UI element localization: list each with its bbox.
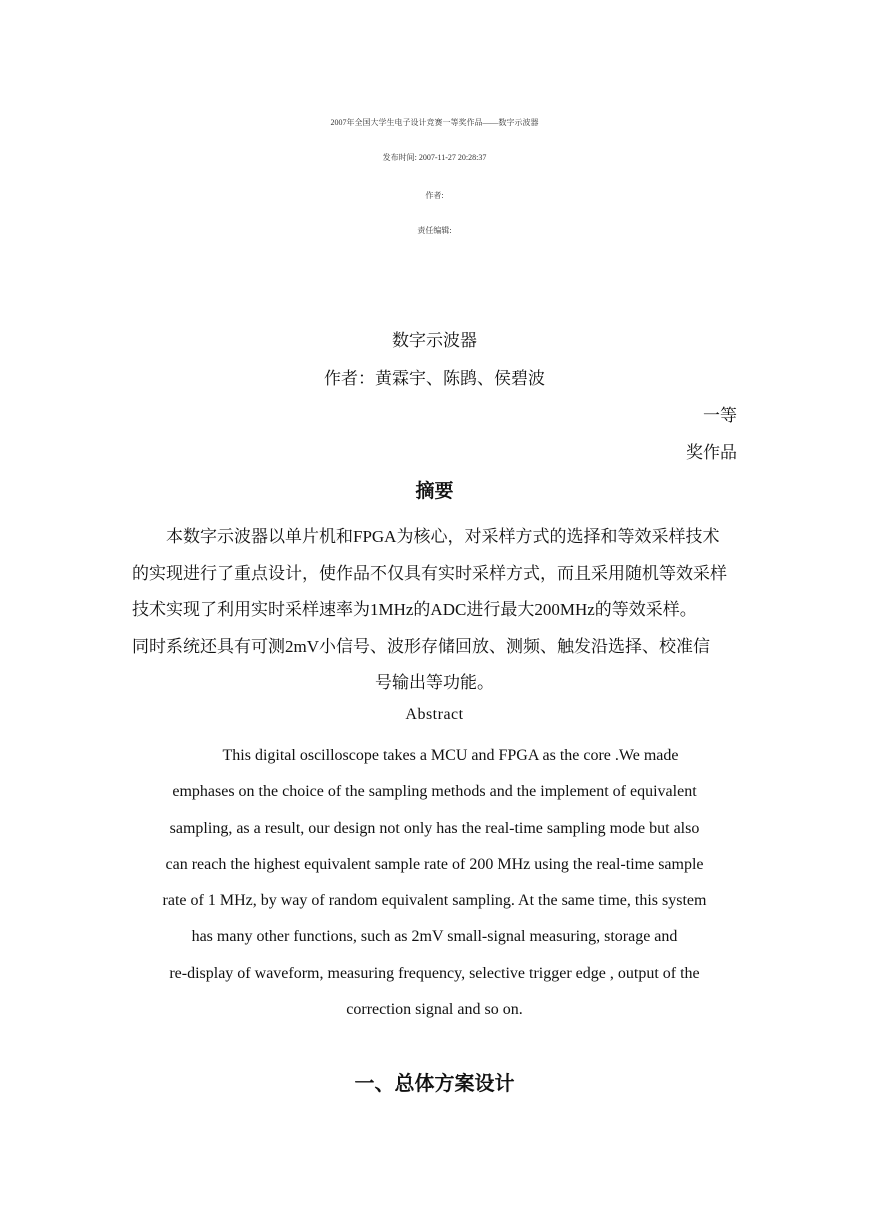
award-line-1: 一等 [703, 406, 737, 425]
abstract-cn-line: 同时系统还具有可测2mV小信号、波形存储回放、测频、触发沿选择、校准信 [132, 636, 710, 656]
section-heading: 一、总体方案设计 [354, 1073, 515, 1095]
document-title: 数字示波器 [392, 331, 477, 350]
abstract-en-line: This digital oscilloscope takes a MCU and FPGA as the core .We made [222, 747, 679, 764]
award-line-2: 奖作品 [686, 443, 737, 462]
abstract-en-line: can reach the highest equivalent sample rate of 200 MHz using the real-time sample [165, 855, 704, 873]
abstract-en-line: correction signal and so on. [346, 1001, 523, 1019]
document-authors: 作者：黄霖宇、陈鹍、侯碧波 [324, 369, 545, 388]
abstract-en-line: rate of 1 MHz, by way of random equivalent sampling. At the same time, this system [162, 892, 707, 910]
abstract-cn [132, 519, 737, 702]
abstract-en-line: re-display of waveform, measuring frequency, selective trigger edge , output of the [169, 964, 700, 982]
publish-time: 发布时间: 2007-11-27 20:28:37 [382, 153, 487, 162]
abstract-heading-en: Abstract [405, 706, 464, 723]
editor-label: 责任编辑: [417, 226, 452, 235]
abstract-heading-cn: 摘要 [415, 481, 454, 502]
abstract-en-line: has many other functions, such as 2mV small-signal measuring, storage and [191, 928, 678, 946]
abstract-cn-line: 本数字示波器以单片机和FPGA为核心，对采样方式的选择和等效采样技术 [166, 527, 720, 546]
abstract-en [130, 738, 739, 1028]
abstract-cn-line: 号输出等功能。 [375, 673, 494, 692]
abstract-en-line: emphases on the choice of the sampling methods and the implement of equivalent [172, 783, 697, 801]
abstract-cn-line: 技术实现了利用实时采样速率为1MHz的ADC进行最大200MHz的等效采样。 [132, 600, 697, 619]
author-label: 作者: [425, 191, 444, 200]
source-title: 2007年全国大学生电子设计竞赛一等奖作品——数字示波器 [330, 118, 539, 127]
abstract-en-line: sampling, as a result, our design not only has the real-time sampling mode but also [169, 819, 700, 837]
abstract-cn-line: 的实现进行了重点设计，使作品不仅具有实时采样方式，而且采用随机等效采样 [132, 563, 727, 583]
